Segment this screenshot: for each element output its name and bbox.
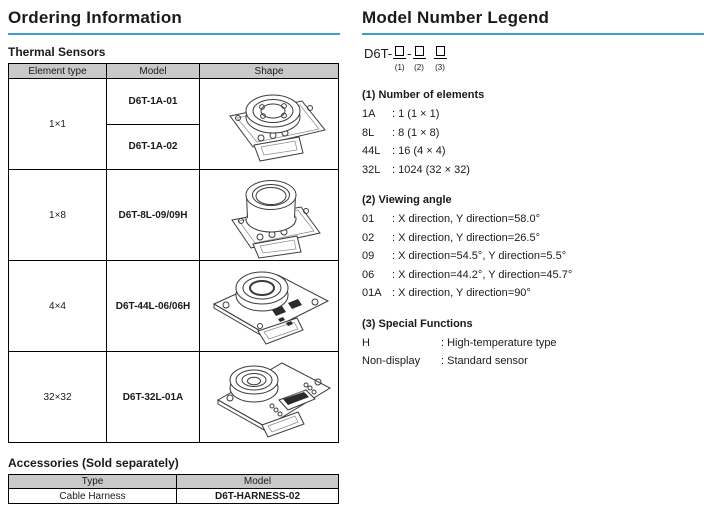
legend-code: 32L [362,163,381,176]
table-header-row [9,475,339,489]
legend-desc: : High-temperature type [441,336,557,349]
legend-code: 09 [362,250,375,262]
sensor-32x32-drawing [202,353,337,441]
element-type-1x8: 1×8 [9,170,107,261]
model-position-2 [413,46,426,74]
legend-item [362,124,704,143]
placeholder-box-icon [395,46,404,56]
table-row [9,489,339,504]
legend-desc: : 1024 (32 × 32) [392,163,470,176]
col-header-model: Model [177,475,339,489]
legend-desc: : Standard sensor [441,355,528,367]
legend-code: 8L [362,126,375,139]
shape-cell-1x1 [200,79,339,170]
legend-item [362,229,704,248]
model-prefix: D6T- [364,46,393,61]
position-label-2: (2) [414,63,424,72]
sensor-4x4-drawing [202,262,337,350]
shape-cell-4x4 [200,261,339,352]
sensor-1x8-drawing [202,171,337,259]
model-number-legend-section [362,4,704,371]
element-type-32x32: 32×32 [9,352,107,443]
legend-section-heading: (2) Viewing angle [362,194,452,206]
ordering-information-title: Ordering Information [8,8,182,27]
element-type-4x4: 4×4 [9,261,107,352]
model-d6t-1a-02: D6T-1A-02 [107,124,200,170]
legend-code: 06 [362,268,375,281]
table-row [9,261,339,352]
legend-code: 01A [362,287,382,299]
legend-desc: : X direction, Y direction=90° [392,287,531,299]
col-header-element-type: Element type [9,64,107,79]
col-header-type: Type [9,475,177,489]
accessory-model: D6T-HARNESS-02 [177,489,339,504]
model-d6t-1a-01: D6T-1A-01 [107,79,200,125]
legend-item [362,284,704,303]
legend-code: H [362,336,370,349]
legend-code: 44L [362,145,381,157]
legend-item [362,352,704,371]
model-separator: - [407,46,412,61]
model-position-3 [434,46,447,74]
col-header-model: Model [107,64,200,79]
model-d6t-8l: D6T-8L-09/09H [107,170,200,261]
model-position-1 [393,46,406,74]
element-type-1x1: 1×1 [9,79,107,170]
shape-cell-1x8 [200,170,339,261]
legend-section-heading: (3) Special Functions [362,317,473,330]
accessory-type: Cable Harness [9,489,177,504]
legend-item [362,266,704,285]
col-header-shape: Shape [200,64,339,79]
accessories-table [8,474,339,504]
legend-section-heading: (1) Number of elements [362,89,485,101]
thermal-sensors-heading: Thermal Sensors [8,45,106,59]
placeholder-box-icon [436,46,445,56]
legend-code: 02 [362,231,375,244]
table-row [9,352,339,443]
legend-section-elements [362,89,704,179]
legend-code: Non-display [362,355,421,367]
legend-section-special-functions [362,318,704,371]
blue-rule [8,33,340,35]
model-d6t-44l: D6T-44L-06/06H [107,261,200,352]
model-number-legend-title: Model Number Legend [362,8,550,27]
accessories-heading: Accessories (Sold separately) [8,456,179,470]
legend-desc: : X direction, Y direction=26.5° [392,231,541,244]
model-d6t-32l: D6T-32L-01A [107,352,200,443]
legend-desc: : X direction=54.5°, Y direction=5.5° [392,250,567,262]
legend-item [362,142,704,161]
thermal-sensors-table [8,63,339,443]
legend-item [362,247,704,266]
legend-desc: : 8 (1 × 8) [392,126,440,139]
position-label-1: (1) [394,63,405,72]
position-label-3: (3) [435,63,445,72]
legend-item [362,161,704,180]
legend-item [362,210,704,229]
table-row [9,170,339,261]
table-header-row [9,64,339,79]
sensor-1x1-drawing [202,80,337,168]
legend-desc: : 16 (4 × 4) [392,145,446,157]
legend-section-viewing-angle [362,194,704,303]
legend-item [362,334,704,353]
legend-item [362,105,704,124]
legend-code: 01 [362,213,375,225]
legend-code: 1A [362,108,376,120]
shape-cell-32x32 [200,352,339,443]
legend-desc: : X direction, Y direction=58.0° [392,213,541,225]
ordering-information-section [8,4,340,504]
legend-desc: : X direction=44.2°, Y direction=45.7° [392,268,573,281]
legend-desc: : 1 (1 × 1) [392,108,440,120]
table-row [9,79,339,125]
blue-rule [362,33,704,35]
model-number-pattern [364,46,704,74]
placeholder-box-icon [415,46,424,56]
